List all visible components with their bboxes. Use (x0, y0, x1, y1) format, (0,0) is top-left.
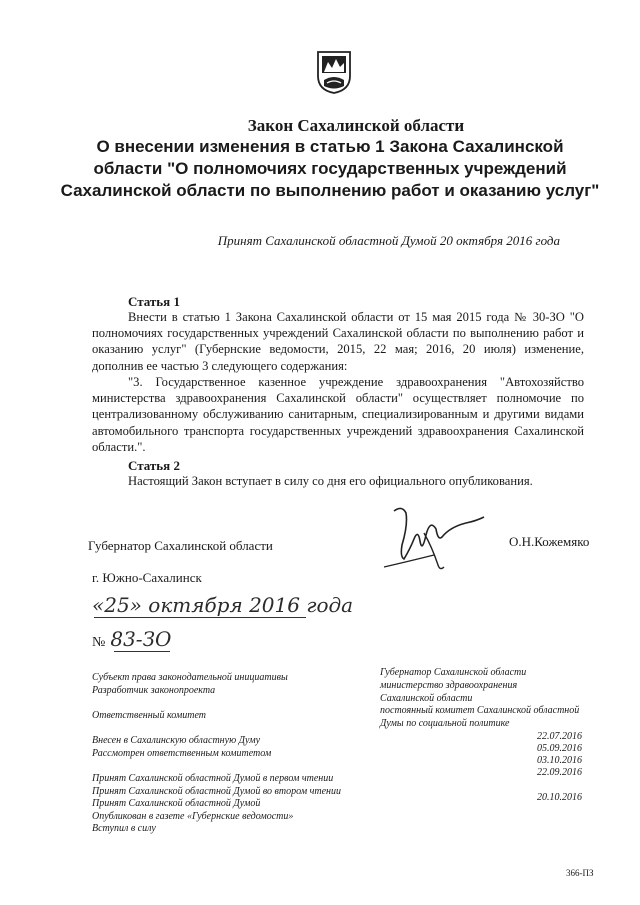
meta-date-considered: 05.09.2016 (537, 743, 582, 754)
meta-date-adopted: 20.10.2016 (537, 792, 582, 803)
meta-considered-label: Рассмотрен ответственным комитетом (92, 748, 272, 759)
meta-date-committee-second: 22.09.2016 (537, 767, 582, 778)
handwritten-law-number: 83-ЗО (110, 627, 172, 651)
document-title-law: Закон Сахалинской области (247, 116, 465, 135)
meta-second-reading-label: Принят Сахалинской областной Думой во втором чтении (92, 786, 342, 797)
meta-first-reading-label: Принят Сахалинской областной Думой в первом чтении (92, 773, 334, 784)
article-1-paragraph-1: Внести в статью 1 Закона Сахалинской области от 15 мая 2015 года № 30-ЗО "О полномочиях государственных учреждений Сахалинской области по выполнению работ и оказанию услуг" (Губернские ведомости, 2015, 22 мая; 2016, 20 июля) изменение, дополнив ее частью 3 следующего содержания: (92, 310, 584, 373)
meta-date-submitted: 22.07.2016 (537, 731, 582, 742)
meta-developer-value: министерство здравоохранения Сахалинской области (380, 680, 518, 704)
article-1-paragraph-2: "3. Государственное казенное учреждение здравоохранения "Автохозяйство министерства здравоохранения Сахалинской области" осуществляет полномочие по централизованному обслуживанию санитарным, специализированным и другими видами автомобильного транспорта государственных учреждений здравоохранения Сахалинской области.". (92, 375, 584, 454)
adoption-note: Принят Сахалинской областной Думой 20 октября 2016 года (217, 233, 560, 248)
meta-date-first-reading: 03.10.2016 (537, 755, 582, 766)
meta-effective-label: Вступил в силу (92, 823, 156, 834)
city-name: г. Южно-Сахалинск (92, 570, 202, 585)
governor-name: О.Н.Кожемяко (509, 534, 590, 549)
coat-of-arms-icon (316, 50, 352, 94)
article-2-paragraph: Настоящий Закон вступает в силу со дня его официального опубликования. (128, 474, 533, 488)
handwritten-signature (380, 505, 490, 575)
document-id: 366-ПЗ (566, 868, 594, 878)
handwritten-date-line (92, 593, 353, 618)
meta-adopted-label: Принят Сахалинской областной Думой (92, 798, 261, 809)
meta-committee-value: постоянный комитет Сахалинской областной Думы по социальной политике (380, 705, 580, 729)
meta-developer-label: Разработчик законопроекта (92, 685, 216, 696)
handwritten-date: «25» октября 2016 года (92, 593, 354, 617)
article-1-heading: Статья 1 (128, 294, 180, 309)
meta-initiator-value: Губернатор Сахалинской области (380, 667, 527, 678)
meta-committee-label: Ответственный комитет (92, 710, 206, 721)
number-sign: № (92, 635, 106, 650)
meta-submitted-label: Внесен в Сахалинскую областную Думу (92, 735, 261, 746)
meta-published-label: Опубликован в газете «Губернские ведомости» (92, 811, 294, 822)
meta-initiator-label: Субъект права законодательной инициативы (92, 672, 288, 683)
governor-label: Губернатор Сахалинской области (88, 538, 273, 553)
article-2-heading: Статья 2 (128, 458, 180, 473)
law-number-line (92, 627, 171, 652)
document-title-subject: О внесении изменения в статью 1 Закона Сахалинской области "О полномочиях государственных учреждений Сахалинской области по выполнению работ и оказанию услуг" (60, 137, 600, 200)
